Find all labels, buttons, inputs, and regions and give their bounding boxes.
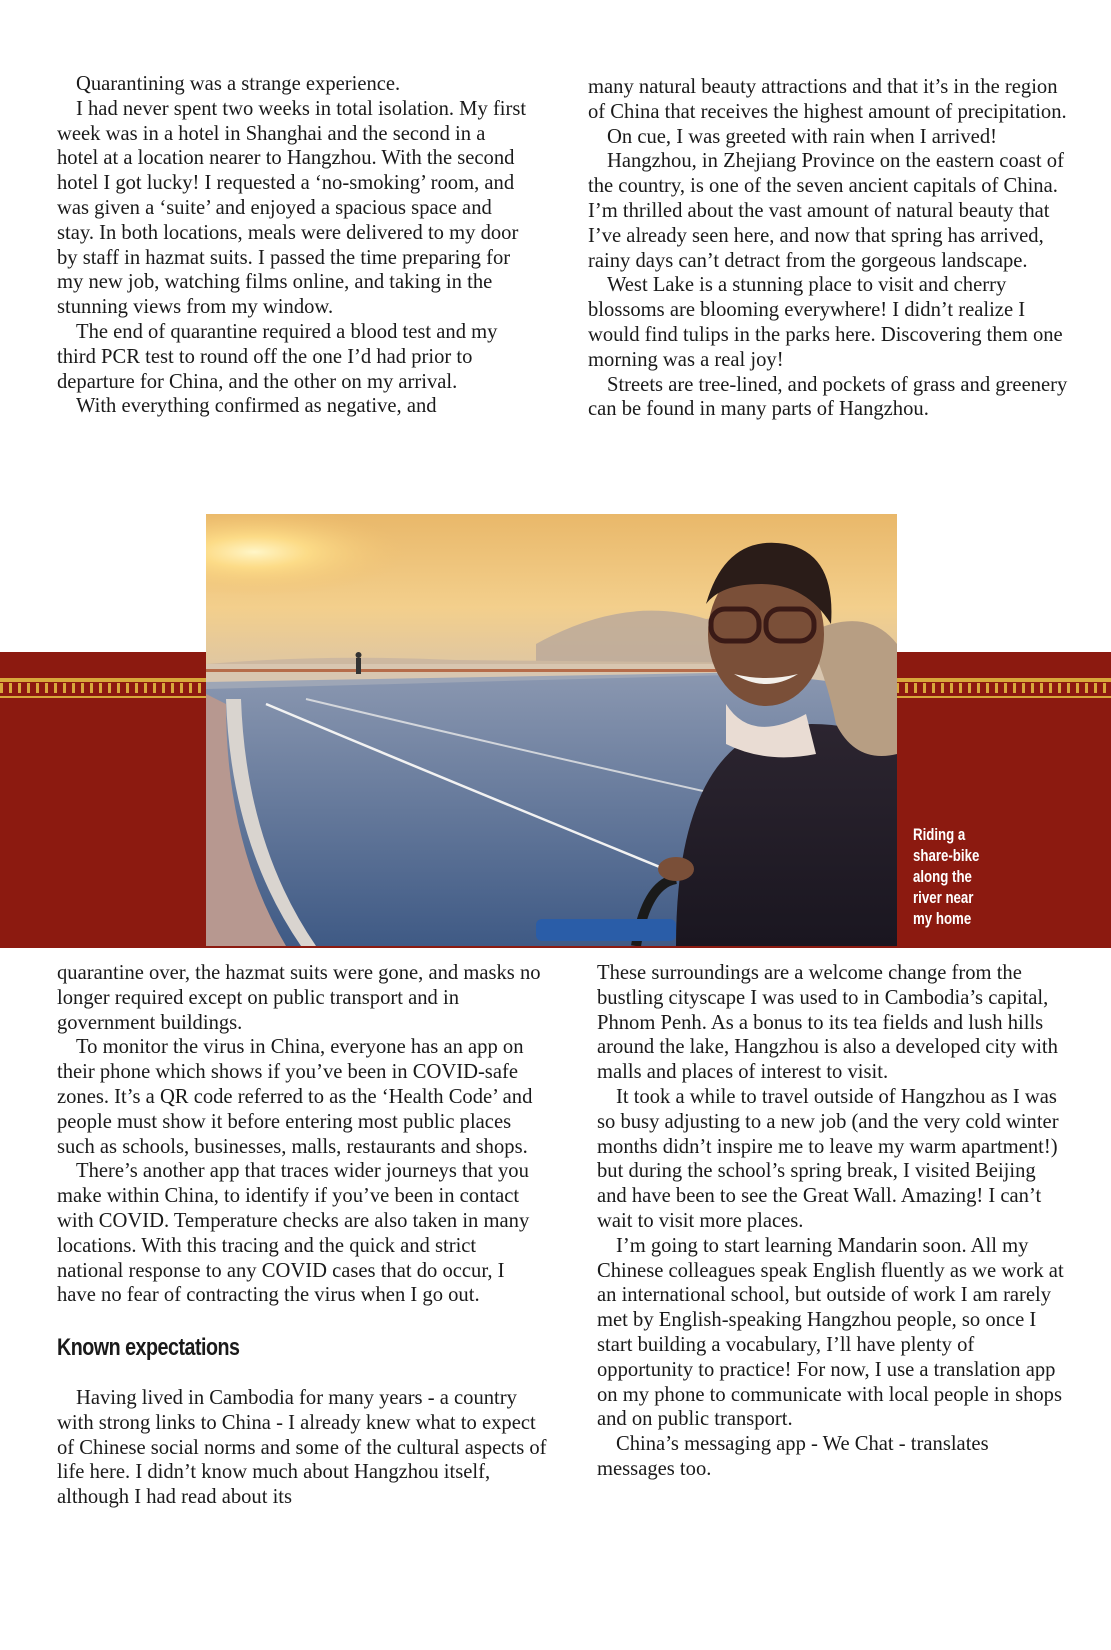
article-column-top-left [57,72,527,419]
article-column-top-right [588,75,1073,422]
section-heading: Known expectations [57,1334,240,1362]
riverside-selfie-photo [206,514,897,946]
fret-border-left [0,678,206,698]
photo-caption: Riding a share-bike along the river near my home [913,825,980,928]
paragraph: Having lived in Cambodia for many years - a country with strong links to China - I already knew what to expect of Chinese social norms and some of the cultural aspects of life here. I didn’t know much about Hangzhou itself, although I had read about its [57,1386,547,1509]
paragraph: West Lake is a stunning place to visit and cherry blossoms are blooming everywhere! I didn’t realize I would find tulips in the parks here. Discovering them one morning was a real joy! [588,274,1063,371]
paragraph: I’m going to start learning Mandarin soon. All my Chinese colleagues speak English fluently as we work at an international school, but outside of work I am rarely met by English-speaking Hangzhou people, so once I start building a vocabulary, I’ll have plenty of opportunity to practice! For now, I use a translation app on my phone to communicate with local people in shops and on public transport. [597,1234,1064,1431]
article-column-bottom-left [57,961,547,1510]
paragraph: Hangzhou, in Zhejiang Province on the eastern coast of the country, is one of the seven ancient capitals of China. I’m thrilled about the vast amount of natural beauty that I’ve already seen here, and now that spring has arrived, rainy days can’t detract from the gorgeous landscape. [588,150,1064,272]
article-column-bottom-right [597,961,1067,1482]
paragraph: To monitor the virus in China, everyone has an app on their phone which shows if you’ve been in COVID-safe zones. It’s a QR code referred to as the ‘Health Code’ and people must show it before entering most public places such as schools, businesses, malls, restaurants and shops. [57,1036,533,1158]
paragraph: It took a while to travel outside of Hangzhou as I was so busy adjusting to a new job (and the very cold winter months didn’t inspire me to leave my warm apartment!) but during the school’s spring break, I visited Beijing and have been to see the Great Wall. Amazing! I can’t wait to visit more places. [597,1085,1059,1232]
paragraph: China’s messaging app - We Chat - translates messages too. [597,1433,989,1480]
photo-illustration [206,514,897,946]
paragraph: There’s another app that traces wider journeys that you make within China, to identify if you’ve been in contact with COVID. Temperature checks are also taken in many locations. With this tracing and the quick and strict national response to any COVID cases that do occur, I have no fear of contracting the virus when I go out. [57,1160,530,1307]
paragraph: These surroundings are a welcome change from the bustling cityscape I was used to in Cambodia’s capital, Phnom Penh. As a bonus to its tea fields and lush hills around the lake, Hangzhou is also a developed city with malls and places of interest to visit. [597,962,1058,1084]
paragraph: With everything confirmed as negative, and [76,395,437,418]
paragraph: Quarantining was a strange experience. [76,73,401,95]
paragraph: I had never spent two weeks in total isolation. My first week was in a hotel in Shanghai and the second in a hotel at a location nearer to Hangzhou. With the second hotel I got lucky! I requested a ‘no-smoking’ room, and was given a ‘suite’ and enjoyed a spacious space and stay. In both locations, meals were delivered to my door by staff in hazmat suits. I passed the time preparing for my new job, watching films online, and taking in the stunning views from my window. [57,97,527,319]
paragraph: many natural beauty attractions and that it’s in the region of China that receives the highest amount of precipitation. [588,76,1067,123]
paragraph: quarantine over, the hazmat suits were gone, and masks no longer required except on public transport and in government buildings. [57,962,541,1034]
fret-border-right [896,678,1111,698]
paragraph: Streets are tree-lined, and pockets of grass and greenery can be found in many parts of Hangzhou. [588,373,1068,421]
paragraph: On cue, I was greeted with rain when I arrived! [607,125,997,148]
paragraph: The end of quarantine required a blood test and my third PCR test to round off the one I’d had prior to departure for China, and the other on my arrival. [57,320,498,393]
